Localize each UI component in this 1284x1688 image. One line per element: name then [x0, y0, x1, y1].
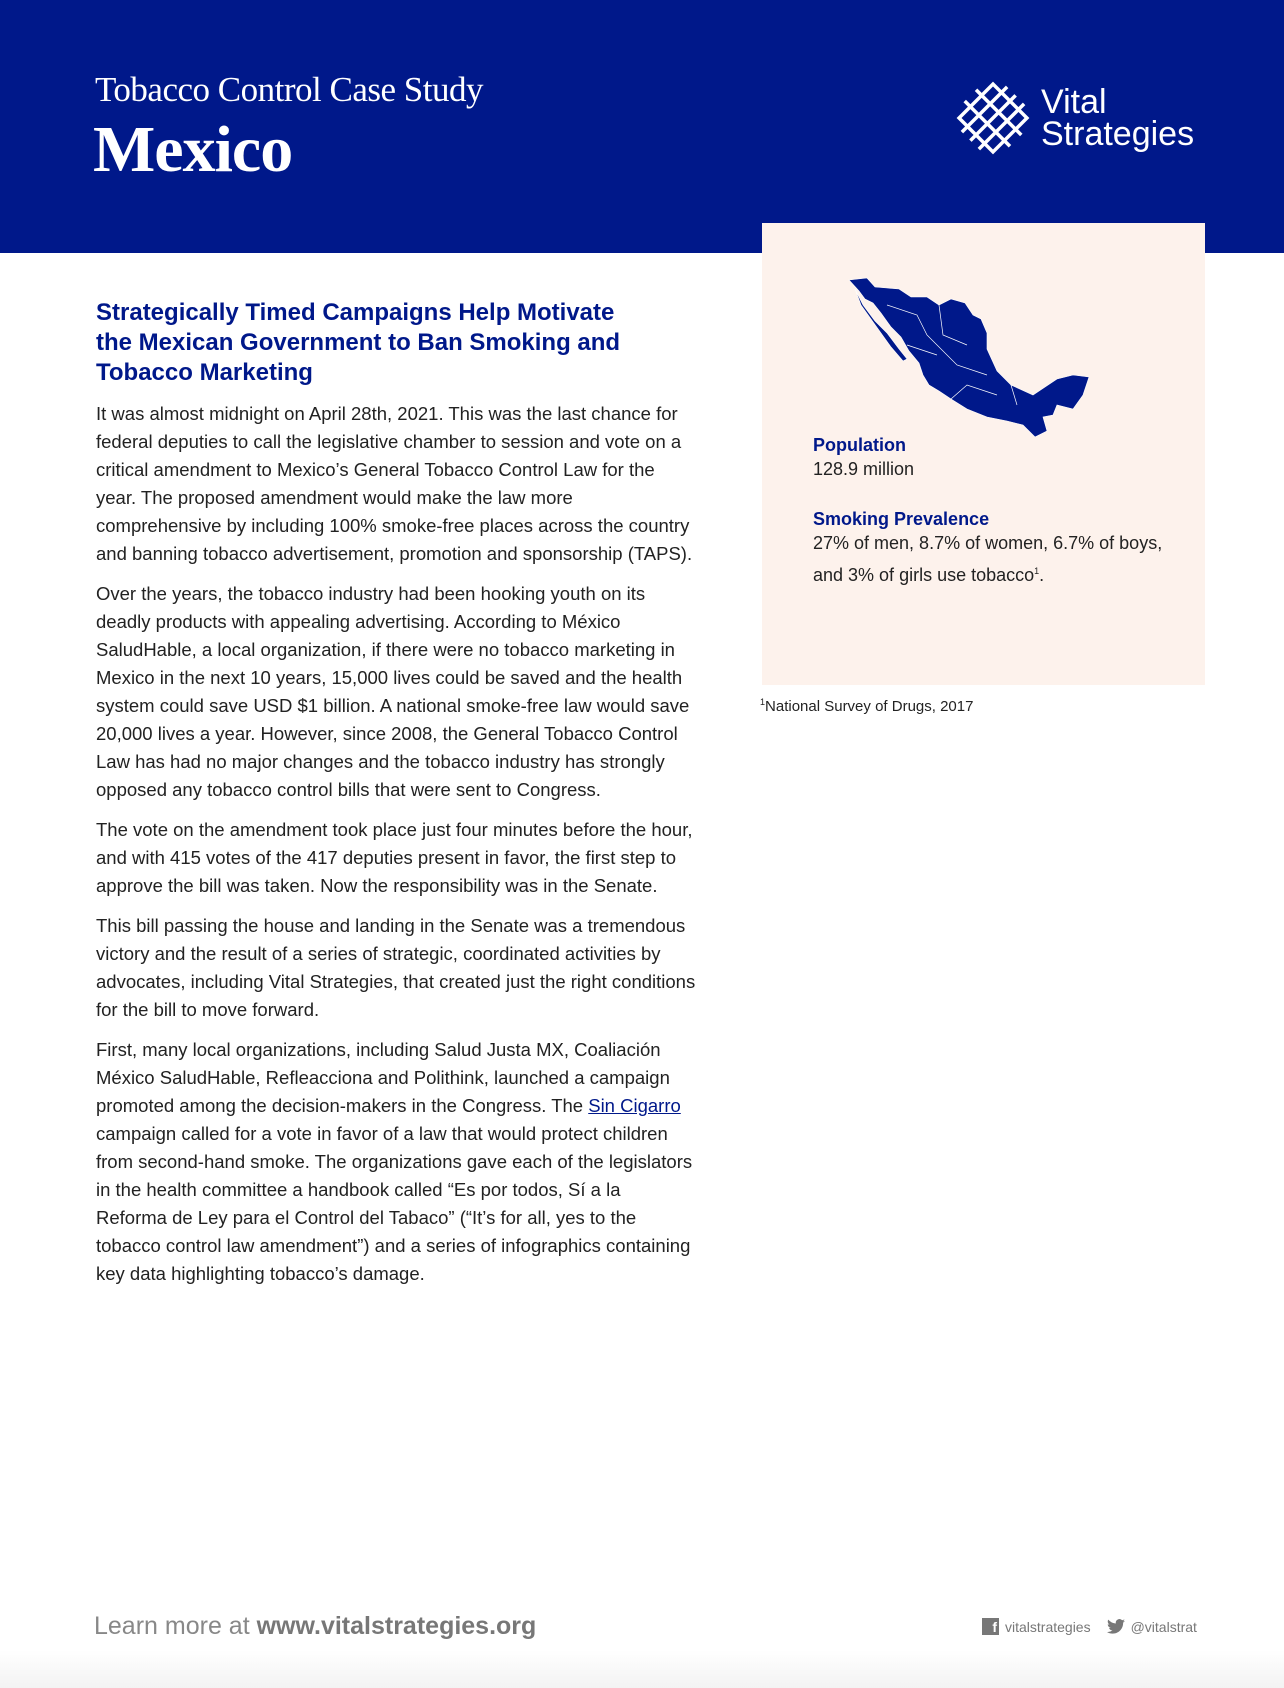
doc-kicker: Tobacco Control Case Study: [95, 70, 483, 109]
logo-line2: Strategies: [1041, 115, 1195, 153]
paragraph-5-start: First, many local organizations, including Salud Justa MX, Coaliación México SaludHable, Refleacciona and Polithink, launched a campaign promoted among the decision-makers in the Congress. The: [96, 1039, 670, 1116]
twitter-icon: [1107, 1619, 1125, 1634]
twitter-handle[interactable]: @vitalstrat: [1130, 1618, 1197, 1635]
facebook-icon: f: [982, 1618, 999, 1635]
footnote: [760, 697, 973, 715]
learn-more-text: Learn more at: [94, 1612, 257, 1640]
social-links: [982, 1618, 1197, 1635]
paragraph-3: The vote on the amendment took place just four minutes before the hour, and with 415 votes of the 417 deputies present in favor, the first step to approve the bill was taken. Now the responsibility was in the Senate.: [96, 819, 693, 896]
website-link[interactable]: www.vitalstrategies.org: [256, 1612, 537, 1640]
paragraph-2: Over the years, the tobacco industry had been hooking youth on its deadly products with appealing advertising. According to México SaludHable, a local organization, if there were no tobacco marketing in Mexico in the next 10 years, 15,000 lives could be saved and the health system could save USD $1 billion. A national smoke-free law would save 20,000 lives a year. However, since 2008, the General Tobacco Control Law has had no major changes and the tobacco industry has strongly opposed any tobacco control bills that were sent to Congress.: [96, 583, 690, 800]
doc-title: Mexico: [93, 113, 293, 186]
footer-learn-more: [94, 1612, 536, 1641]
header-banner: [0, 0, 1284, 253]
country-facts-panel: [762, 223, 1205, 685]
logo-lattice-icon: [955, 80, 1031, 156]
footnote-text: National Survey of Drugs, 2017: [765, 698, 974, 715]
paragraph-1: It was almost midnight on April 28th, 2021. This was the last chance for federal deputies to call the legislative chamber to session and vote on a critical amendment to Mexico’s General Tobacco Control Law for the year. The proposed amendment would make the law more comprehensive by including 100% smoke-free places across the country and banning tobacco advertisement, promotion and sponsorship (TAPS).: [96, 403, 693, 564]
page-bottom-fade: [0, 1650, 1284, 1688]
paragraph-5: [96, 1036, 696, 1288]
vital-strategies-logo: [955, 80, 1194, 156]
paragraph-4: This bill passing the house and landing in the Senate was a tremendous victory and the result of a series of strategic, coordinated activities by advocates, including Vital Strategies, that created just the right conditions for the bill to move forward.: [96, 915, 696, 1020]
logo-line1: Vital: [1041, 83, 1107, 121]
mexico-map-icon: [847, 275, 1107, 445]
prevalence-label: Smoking Prevalence: [813, 509, 990, 529]
prevalence-value: 27% of men, 8.7% of women, 6.7% of boys, and 3% of girls use tobacco$^1$.: [813, 533, 1163, 585]
sin-cigarro-link[interactable]: Sin Cigarro: [588, 1095, 681, 1116]
paragraph-5-end: campaign called for a vote in favor of a law that would protect children from second-hand smoke. The organizations gave each of the legislators in the health committee a handbook called “Es por todos, Sí a la Reforma de Ley para el Control del Tabaco” (“It’s for all, yes to the tobacco control law amendment”) and a series of infographics containing key data highlighting tobacco’s damage.: [96, 1123, 693, 1284]
facebook-handle[interactable]: vitalstrategies: [1005, 1618, 1091, 1635]
footnote-marker: 1: [760, 697, 766, 707]
prevalence-text: 27% of men, 8.7% of women, 6.7% of boys, and 3% of girls use tobacco: [813, 533, 1163, 585]
population-value: 128.9 million: [813, 459, 915, 479]
prevalence-footnote-ref: 1: [1034, 566, 1040, 576]
article-heading: Strategically Timed Campaigns Help Motivate the Mexican Government to Ban Smoking and Tobacco Marketing: [96, 299, 621, 386]
article: [96, 298, 696, 1300]
population-label: Population: [813, 435, 906, 455]
